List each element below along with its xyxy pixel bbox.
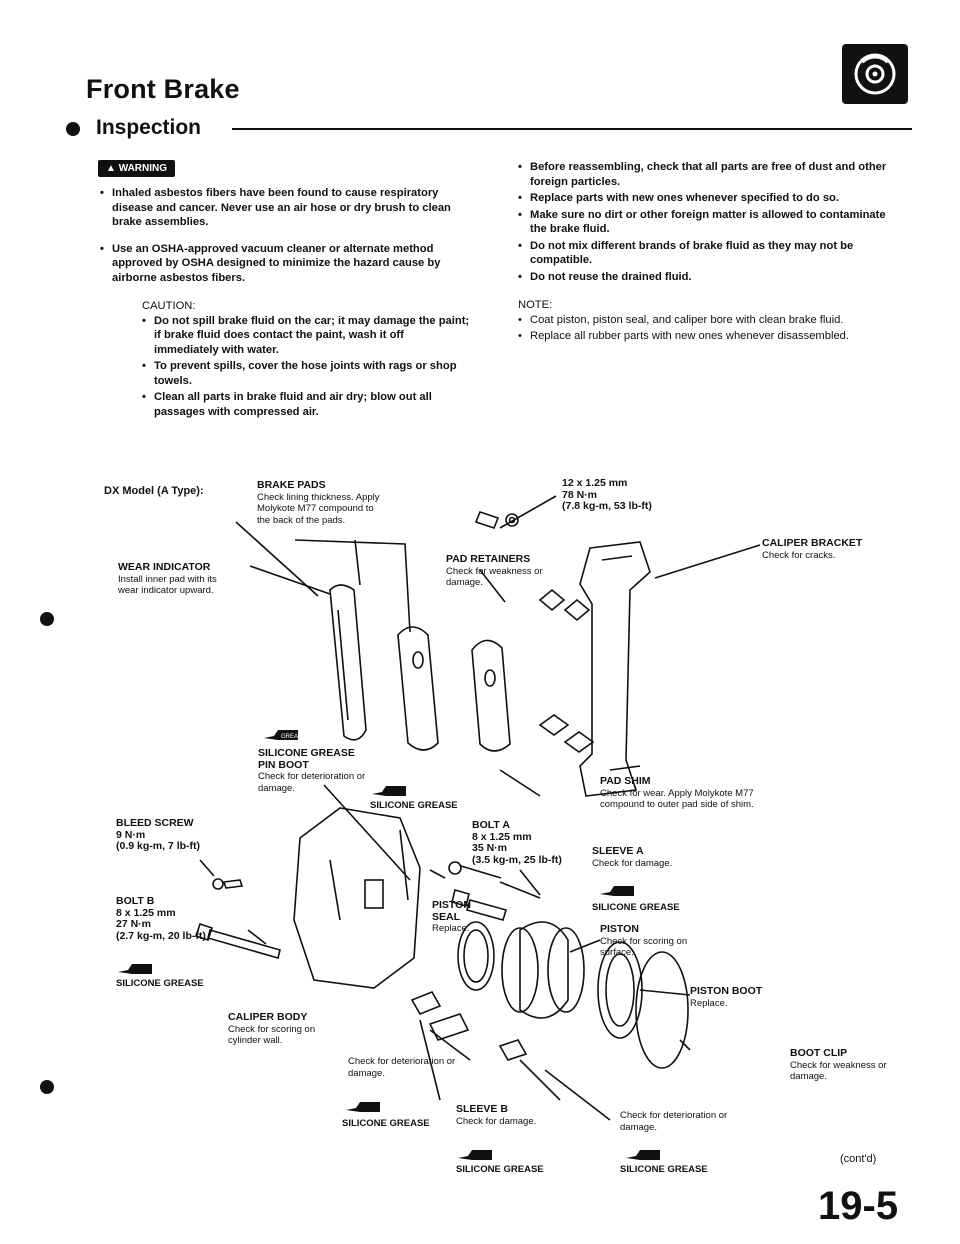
pad-retainers-label: PAD RETAINERS Check for weakness or damage. (446, 553, 543, 588)
piston-boot-label: PISTON BOOT Replace. (690, 985, 763, 1009)
wear-indicator-label: WEAR INDICATOR Install inner pad with its wear indicator upward. (118, 561, 217, 596)
note-sub-item: • Replace all rubber parts with new ones whenever disassembled. (518, 329, 888, 344)
piston-label: PISTON Check for scoring on surface. (600, 923, 688, 958)
sleeve-a-label: SLEEVE A Check for damage. (592, 845, 673, 869)
caliper-bracket-label: CALIPER BRACKET Check for cracks. (762, 537, 863, 561)
caution-label: CAUTION: (142, 300, 196, 312)
svg-text:GREASE: GREASE (281, 734, 307, 740)
note-sub-item: • Coat piston, piston seal, and caliper bore with clean brake fluid. (518, 313, 888, 328)
note-item: • Do not reuse the drained fluid. (518, 270, 888, 285)
boot-clip-label: BOOT CLIP Check for weakness or damage. (790, 1047, 887, 1082)
silicone-grease-label: SILICONE GREASE (456, 1164, 544, 1175)
brake-pads-label: BRAKE PADS Check lining thickness. Apply Molykote M77 compound to the back of the pads. (257, 479, 380, 526)
silicone-grease-label: SILICONE GREASE (370, 800, 458, 811)
silicone-grease-label: SILICONE GREASE (592, 902, 680, 913)
bolt-top-label: 12 x 1.25 mm 78 N·m (7.8 kg-m, 53 lb-ft) (562, 477, 652, 512)
page-number: 19-5 (818, 1184, 899, 1228)
section-title: Inspection (96, 116, 202, 139)
pin-boot-check-label: Check for deterioration or damage. (348, 1056, 456, 1079)
grease-tube-icon (346, 1100, 382, 1119)
silicone-grease-label: SILICONE GREASE (620, 1164, 708, 1175)
note-item: • Make sure no dirt or other foreign matter is allowed to contaminate the brake fluid. (518, 208, 888, 237)
caliper-body-label: CALIPER BODY Check for scoring on cylinder wall. (228, 1011, 316, 1046)
silicone-grease-label: SILICONE GREASE (116, 978, 204, 989)
warning-icon: ▲ (106, 163, 116, 174)
note-item: • Replace parts with new ones whenever specified to do so. (518, 191, 888, 206)
grease-tube-icon (600, 884, 636, 903)
bolt-b-label: BOLT B 8 x 1.25 mm 27 N·m (2.7 kg-m, 20 lb-ft) (116, 895, 206, 942)
boot-check-label: Check for deterioration or damage. (620, 1110, 728, 1133)
continued-label: (cont'd) (840, 1153, 877, 1165)
warning-item: • Use an OSHA-approved vacuum cleaner or alternate method approved by OSHA designed to minimize the hazard cause by airborne asbestos fibers. (100, 242, 470, 286)
caution-item: • To prevent spills, cover the hose joints with rags or shop towels. (142, 359, 470, 388)
grease-tube-icon (264, 728, 307, 747)
sleeve-b-label: SLEEVE B Check for damage. (456, 1103, 537, 1127)
note-item: • Before reassembling, check that all parts are free of dust and other foreign particles. (518, 160, 888, 189)
note-item: • Do not mix different brands of brake fluid as they may not be compatible. (518, 239, 888, 268)
note-label: NOTE: (518, 299, 553, 311)
model-label: DX Model (A Type): (104, 485, 204, 497)
pad-shim-label: PAD SHIM Check for wear. Apply Molykote M77 compound to outer pad side of shim. (600, 775, 754, 810)
caution-item: • Clean all parts in brake fluid and air dry; blow out all passages with compressed air. (142, 390, 470, 419)
bolt-a-label: BOLT A 8 x 1.25 mm 35 N·m (3.5 kg-m, 25 lb-ft) (472, 819, 562, 866)
caution-item: • Do not spill brake fluid on the car; it may damage the paint; if brake fluid does contact the paint, wash it off immediately with water. (142, 314, 470, 358)
silicone-grease-label: SILICONE GREASE (342, 1118, 430, 1129)
bleed-screw-label: BLEED SCREW 9 N·m (0.9 kg-m, 7 lb-ft) (116, 817, 201, 852)
warning-badge: ▲ WARNING (98, 160, 175, 177)
page-title: Front Brake (86, 74, 240, 104)
piston-seal-label: PISTON SEAL Replace. (432, 899, 471, 934)
pin-boot-label: SILICONE GREASE PIN BOOT Check for deterioration or damage. (258, 747, 366, 794)
warning-item: • Inhaled asbestos fibers have been found to cause respiratory disease and cancer. Never use an air hose or dry brush to clean brake assemblies. (100, 186, 470, 230)
